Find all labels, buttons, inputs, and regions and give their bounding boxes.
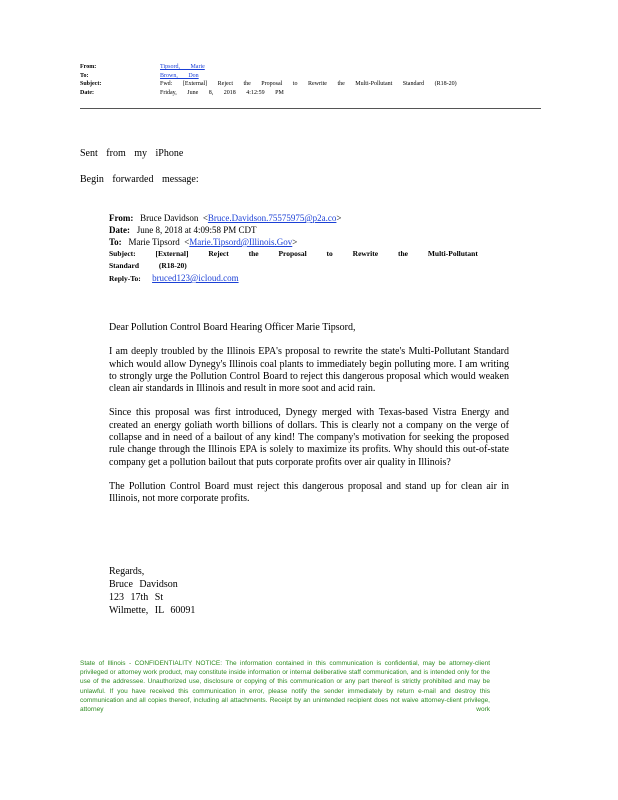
signature-block bbox=[109, 565, 195, 617]
fwd-to-name: Marie Tipsord bbox=[128, 237, 180, 247]
fwd-replyto-email-link[interactable]: bruced123@icloud.com bbox=[152, 273, 239, 283]
sender-city: Wilmette, IL 60091 bbox=[109, 605, 196, 616]
header-to-value[interactable]: Brown, Don bbox=[160, 72, 199, 79]
header-from-value[interactable]: Tipsord, Marie bbox=[160, 64, 205, 70]
fwd-to-email-link[interactable]: Marie.Tipsord@Illinois.Gov bbox=[189, 237, 293, 247]
closing: Regards, bbox=[109, 566, 145, 577]
header-date-value: Friday, June 8, 2018 4:12:59 PM bbox=[160, 89, 284, 96]
salutation: Dear Pollution Control Board Hearing Officer Marie Tipsord, bbox=[109, 322, 356, 333]
fwd-replyto-label: Reply-To: bbox=[109, 274, 141, 283]
fwd-subject-row bbox=[109, 248, 509, 272]
header-to-label: To: bbox=[80, 72, 89, 79]
header-date-label: Date: bbox=[80, 89, 94, 96]
header-date-row bbox=[80, 89, 540, 98]
fwd-date-row bbox=[109, 224, 509, 236]
fwd-from-name: Bruce Davidson bbox=[140, 213, 199, 223]
fwd-to-row: To: Marie Tipsord <Marie.Tipsord@Illinois.Gov> bbox=[109, 237, 298, 247]
fwd-from-email-link[interactable]: Bruce.Davidson.75575975@p2a.co bbox=[207, 213, 337, 223]
fwd-date-value: June 8, 2018 at 4:09:58 PM CDT bbox=[136, 225, 257, 235]
fwd-subject-value: [External] Reject the Proposal to Rewrite the Multi-Pollutant Standard (R18-20) bbox=[109, 249, 478, 270]
header-from-row bbox=[80, 63, 540, 72]
fwd-subject-label: Subject: bbox=[109, 249, 136, 258]
header-subject-row bbox=[80, 80, 540, 89]
email-header bbox=[80, 63, 540, 97]
fwd-date-label: Date: bbox=[109, 225, 130, 235]
sent-from-line: Sent from my iPhone bbox=[80, 148, 184, 159]
paragraph-1: I am deeply troubled by the Illinois EPA's proposal to rewrite the state's Multi-Pollutant Standard which would allow Dynegy's Illinois coal plants to immediately begin polluting more. I am writing to strongly urge the Pollution Control Board to reject this dangerous proposal which would weaken clean air standards in Illinois and result in more soot and acid rain. bbox=[109, 346, 509, 395]
forwarded-header bbox=[109, 212, 509, 285]
sender-name: Bruce Davidson bbox=[109, 579, 178, 590]
fwd-replyto-row bbox=[109, 272, 509, 285]
header-subject-label: Subject: bbox=[80, 81, 102, 88]
fwd-to-label: To: bbox=[109, 237, 122, 247]
paragraph-3: The Pollution Control Board must reject this dangerous proposal and stand up for clean air in Illinois, not more corporate profits. bbox=[109, 480, 509, 505]
begin-forwarded-line: Begin forwarded message: bbox=[80, 174, 199, 185]
fwd-from-label: From: bbox=[109, 213, 134, 223]
confidentiality-notice: State of Illinois - CONFIDENTIALITY NOTICE: The information contained in this communication is confidential, may be attorney-client privileged or attorney work product, may constitute inside information or internal deliberative staff communication, and is intended only for the use of the addressee. Unauthorized use, disclosure or copying of this communication or any part thereof is strictly prohibited and may be unlawful. If you have received this communication in error, please notify the sender immediately by return e-mail and destroy this communication and all copies thereof, including all attachments. Receipt by an unintended recipient does not waive attorney-client privilege, attorney work bbox=[80, 660, 490, 714]
letter-body bbox=[109, 322, 509, 518]
header-divider bbox=[80, 108, 541, 109]
fwd-from-row: From: Bruce Davidson <Bruce.Davidson.75575975@p2a.co> bbox=[109, 213, 342, 223]
paragraph-2: Since this proposal was first introduced, Dynegy merged with Texas-based Vistra Energy and created an energy goliath worth billions of dollars. This is clearly not a company on the verge of collapse and in need of a bailout of any kind! The company's motivation for seeking the proposed rule change through the Illinois EPA is solely to maximize its profits. Why should this out-of-state company get a pollution bailout that puts corporate profits over air quality in Illinois? bbox=[109, 407, 509, 468]
header-from-label: From: bbox=[80, 64, 97, 70]
sender-street: 123 17th St bbox=[109, 592, 164, 603]
header-subject-value: Fwd: [External] Reject the Proposal to Rewrite the Multi-Pollutant Standard (R18-20) bbox=[160, 81, 457, 88]
header-to-row bbox=[80, 72, 540, 81]
